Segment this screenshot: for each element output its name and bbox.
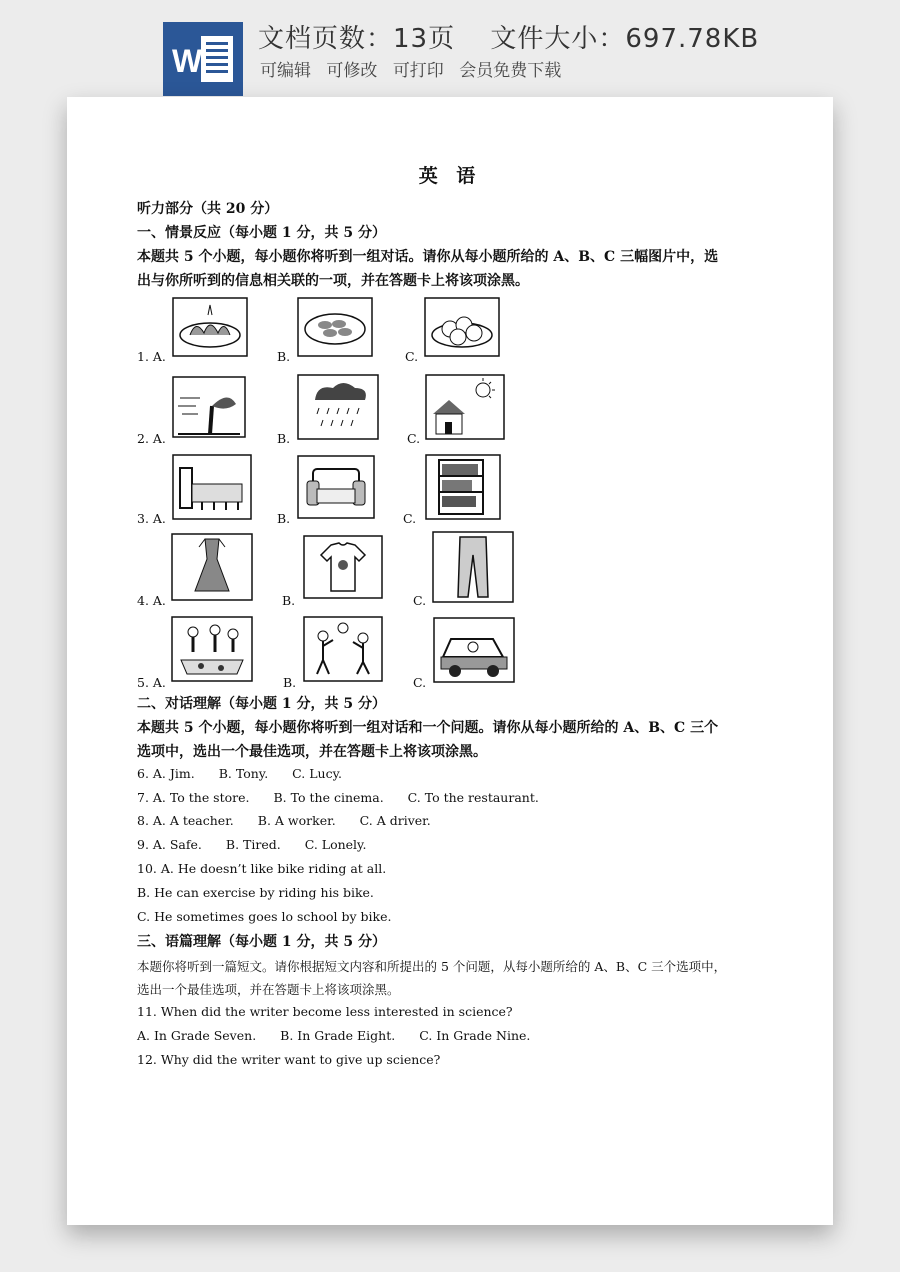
q11-option-b: B. In Grade Eight. (280, 1028, 396, 1043)
armchair-icon[interactable] (297, 455, 375, 519)
q8-option-c: C. A driver. (359, 813, 431, 828)
q7-option-c: C. To the restaurant. (407, 790, 539, 805)
q2-label-b: B. (277, 431, 291, 446)
q6-option-a: 6. A. Jim. (137, 766, 195, 781)
sunny-house-icon[interactable] (425, 374, 505, 440)
part2-title: 二、对话理解（每小题 1 分，共 5 分） (137, 696, 386, 712)
q5-label-c: C. (413, 675, 427, 690)
rain-cloud-icon[interactable] (297, 374, 379, 440)
feature-list (260, 56, 571, 81)
q4-label-c: C. (413, 593, 427, 608)
q10-option-c: C. He sometimes goes lo school by bike. (137, 909, 392, 924)
feature-printable: 可打印 (392, 61, 444, 81)
download-banner (0, 0, 900, 100)
file-info (258, 18, 785, 55)
q7-option-b: B. To the cinema. (273, 790, 384, 805)
playing-ball-icon[interactable] (303, 616, 383, 682)
dress-icon[interactable] (171, 533, 253, 601)
q5-label-b: B. (283, 675, 297, 690)
feature-editable: 可编辑 (260, 61, 311, 81)
trousers-icon[interactable] (432, 531, 514, 603)
question-12: 12. Why did the writer want to give up science? (137, 1052, 441, 1067)
word-document-icon (163, 22, 243, 96)
q2-label-a: 2. A. (137, 431, 166, 446)
q4-label-a: 4. A. (137, 593, 166, 608)
q9-option-a: 9. A. Safe. (137, 837, 202, 852)
q7-option-a: 7. A. To the store. (137, 790, 250, 805)
cookies-plate-icon[interactable] (297, 297, 373, 357)
part2-instruction-1: 本题共 5 个小题，每小题你将听到一组对话和一个问题。请你从每小题所给的 A、B、C 三个 (137, 720, 719, 736)
part1-instruction-2: 出与你所听到的信息相关联的一项，并在答题卡上将该项涂黑。 (137, 273, 529, 289)
part3-title: 三、语篇理解（每小题 1 分，共 5 分） (137, 934, 386, 950)
question-6 (137, 766, 342, 781)
q11-option-a: A. In Grade Seven. (137, 1028, 257, 1043)
q8-option-b: B. A worker. (257, 813, 336, 828)
q8-option-a: 8. A. A teacher. (137, 813, 234, 828)
q9-option-c: C. Lonely. (304, 837, 367, 852)
picnic-icon[interactable] (171, 616, 253, 682)
part3-instruction-2: 选出一个最佳选项，并在答题卡上将该项涂黑。 (137, 982, 400, 997)
q3-label-b: B. (277, 511, 291, 526)
section-listening: 听力部分（共 20 分） (137, 201, 279, 217)
part2-instruction-2: 选项中，选出一个最佳选项，并在答题卡上将该项涂黑。 (137, 744, 487, 760)
q11-option-c: C. In Grade Nine. (419, 1028, 531, 1043)
q10-option-a: 10. A. He doesn’t like bike riding at all. (137, 861, 387, 876)
buns-plate-icon[interactable] (424, 297, 500, 357)
feature-modifiable: 可修改 (326, 61, 378, 81)
q1-label-a: 1. A. (137, 349, 166, 364)
part1-instruction-1: 本题共 5 个小题，每小题你将听到一组对话。请你从每小题所给的 A、B、C 三幅图片中，选 (137, 249, 719, 265)
q5-label-a: 5. A. (137, 675, 166, 690)
part3-instruction-1: 本题你将听到一篇短文。请你根据短文内容和所提出的 5 个问题，从每小题所给的 A、B、C 三个选项中， (137, 959, 727, 974)
feature-member-download[interactable]: 会员免费下载 (459, 61, 562, 81)
q3-label-c: C. (403, 511, 417, 526)
tshirt-icon[interactable] (303, 535, 383, 599)
q3-label-a: 3. A. (137, 511, 166, 526)
question-11-options (137, 1028, 530, 1043)
page-title: 英 语 (418, 165, 482, 187)
driving-car-icon[interactable] (433, 617, 515, 683)
q1-label-b: B. (277, 349, 291, 364)
question-11: 11. When did the writer become less interested in science? (137, 1004, 513, 1019)
q2-label-c: C. (407, 431, 421, 446)
bed-icon[interactable] (172, 454, 252, 520)
q10-option-b: B. He can exercise by riding his bike. (137, 885, 374, 900)
q4-label-b: B. (282, 593, 296, 608)
document-page (67, 97, 833, 1225)
part1-title: 一、情景反应（每小题 1 分，共 5 分） (137, 225, 386, 241)
q6-option-c: C. Lucy. (292, 766, 342, 781)
bookshelf-icon[interactable] (425, 454, 501, 520)
page-count: 文档页数：13页 (258, 24, 456, 54)
question-8 (137, 813, 431, 828)
dumplings-icon[interactable] (172, 297, 248, 357)
q6-option-b: B. Tony. (218, 766, 269, 781)
windy-tree-icon[interactable] (172, 376, 246, 438)
question-7 (137, 790, 539, 805)
q1-label-c: C. (405, 349, 419, 364)
file-size: 文件大小：697.78KB (490, 24, 760, 54)
word-icon-letter: W (172, 43, 203, 79)
question-9 (137, 837, 366, 852)
q9-option-b: B. Tired. (225, 837, 281, 852)
